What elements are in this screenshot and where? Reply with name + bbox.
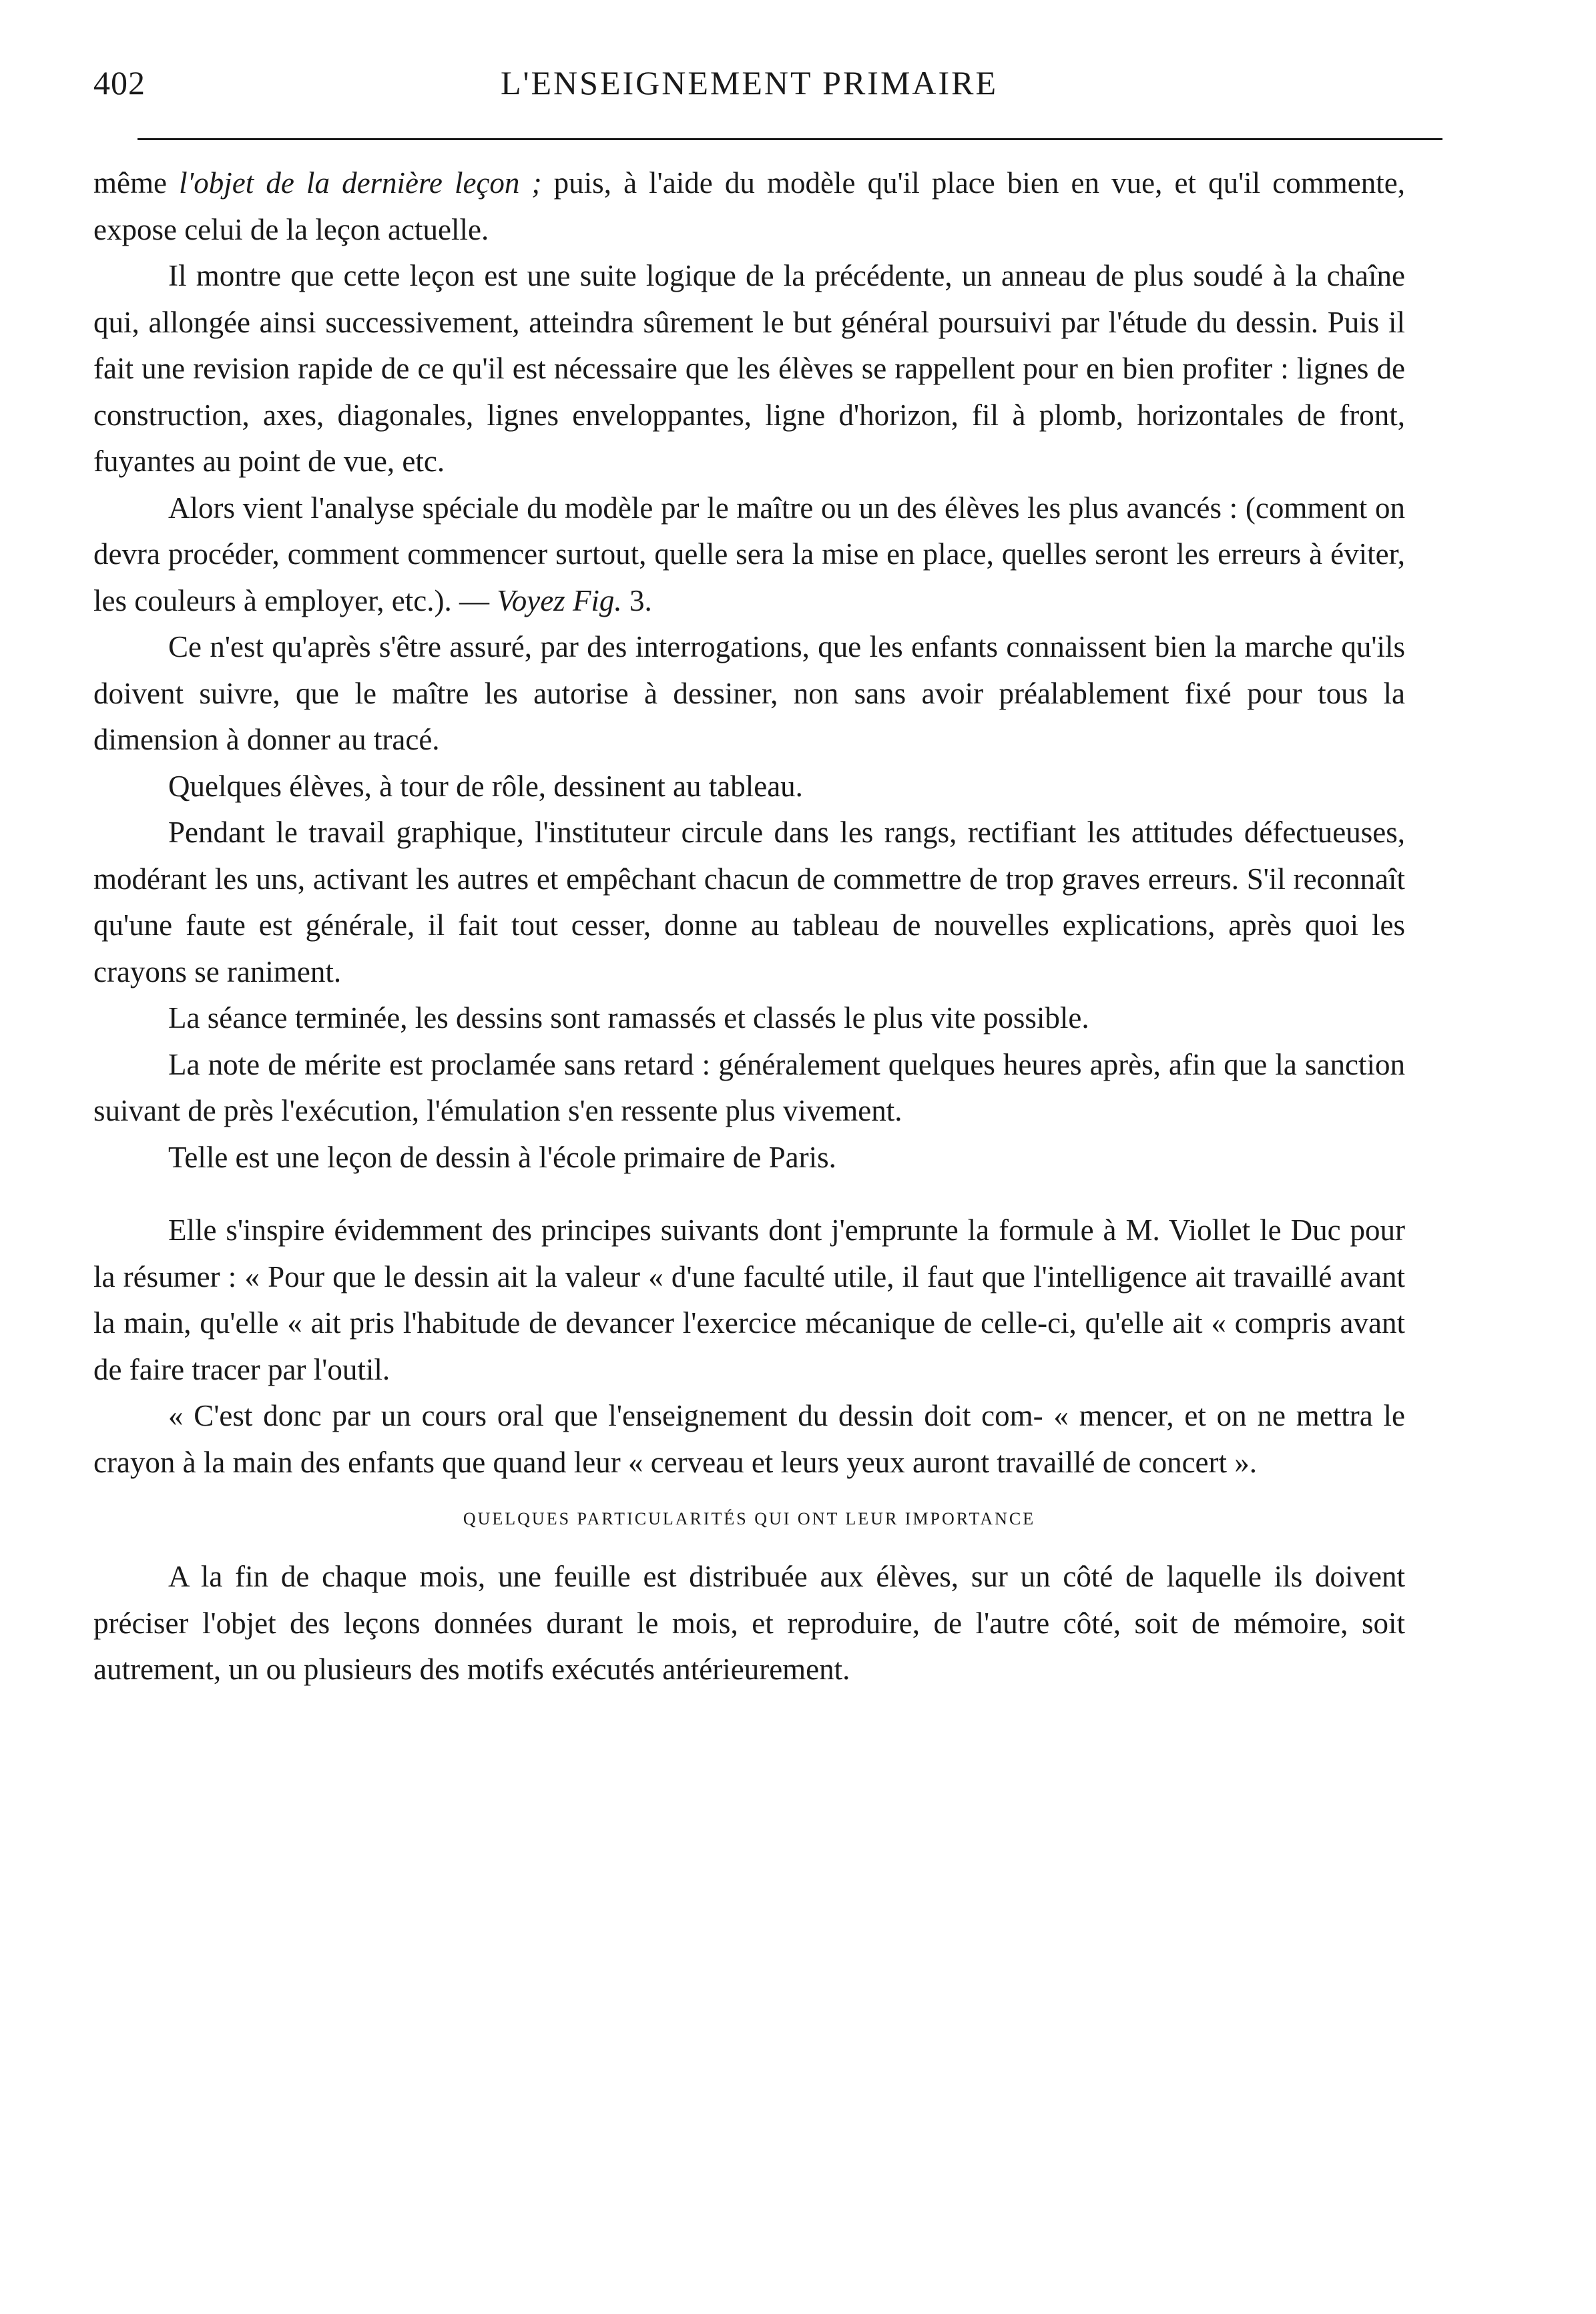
paragraph-9: Telle est une leçon de dessin à l'école primaire de Paris. (168, 1140, 836, 1174)
figure-reference: Voyez Fig. (497, 583, 622, 617)
paragraph-1-lead: même (93, 166, 180, 200)
running-title: L'ENSEIGNEMENT PRIMAIRE (500, 64, 999, 101)
paragraph-5: Quelques élèves, à tour de rôle, dessinent au tableau. (168, 769, 803, 803)
paragraph-3 (93, 485, 1405, 625)
book-page (93, 63, 1405, 1693)
paragraph-1-emphasis: l'objet de la dernière leçon ; (179, 166, 542, 200)
paragraph-4: Ce n'est qu'après s'être assuré, par des interrogations, que les enfants connaissent bien la marche qu'ils doivent suivre, que le maître les autorise à dessiner, non sans avoir préalablement fixé pour tous la dimension à donner au tracé. (93, 630, 1405, 756)
paragraph-1 (93, 160, 1405, 253)
body-text (93, 160, 1405, 1693)
paragraph-11-quote: « C'est donc par un cours oral que l'enseignement du dessin doit com- « mencer, et on ne mettra le crayon à la main des enfants que quand leur « cerveau et leurs yeux auront travaillé de concert ». (93, 1399, 1405, 1479)
paragraph-6: Pendant le travail graphique, l'instituteur circule dans les rangs, rectifiant les attitudes défectueuses, modérant les uns, activant les autres et empêchant chacun de commettre de trop graves erreurs. S'il reconnaît qu'une faute est générale, il fait tout cesser, donne au tableau de nouvelles explications, après quoi les crayons se raniment. (93, 816, 1405, 988)
header-rule (138, 138, 1442, 140)
paragraph-7: La séance terminée, les dessins sont ramassés et classés le plus vite possible. (168, 1001, 1089, 1035)
paragraph-2: Il montre que cette leçon est une suite logique de la précédente, un anneau de plus soudé à la chaîne qui, allongée ainsi successivement, atteindra sûrement le but général poursuivi par l'étude du dessin. Puis il fait une revision rapide de ce qu'il est nécessaire que les élèves se rappellent pour en bien profiter : lignes de construction, axes, diagonales, lignes enveloppantes, ligne d'horizon, fil à plomb, horizontales de front, fuyantes au point de vue, etc. (93, 259, 1405, 478)
page-number: 402 (93, 64, 146, 101)
section-heading: QUELQUES PARTICULARITÉS QUI ONT LEUR IMPORTANCE (463, 1509, 1036, 1528)
page-header (93, 63, 1405, 123)
closing-paragraph: A la fin de chaque mois, une feuille est distribuée aux élèves, sur un côté de laquelle ils doivent préciser l'objet des leçons données durant le mois, et reproduire, de l'autre côté, soit de mémoire, soit autrement, un ou plusieurs des motifs exécutés antérieurement. (93, 1560, 1405, 1686)
paragraph-8: La note de mérite est proclamée sans retard : généralement quelques heures après, afin que la sanction suivant de près l'exécution, l'émulation s'en ressente plus vivement. (93, 1047, 1405, 1127)
paragraph-10-quote: Elle s'inspire évidemment des principes suivants dont j'emprunte la formule à M. Viollet le Duc pour la résumer : « Pour que le dessin ait la valeur « d'une faculté utile, il faut que l'intelligence ait travaillé avant la main, qu'elle « ait pris l'habitude de devancer l'exercice mécanique de celle-ci, qu'elle ait « compris avant de faire tracer par l'outil. (93, 1213, 1405, 1386)
paragraph-3-text: Alors vient l'analyse spéciale du modèle par le maître ou un des élèves les plus avancés : (comment on devra procéder, comment commencer surtout, quelle sera la mise en place, quelles seront les erreurs à éviter, les couleurs à employer, etc.). — (93, 491, 1405, 617)
figure-number: 3. (621, 583, 652, 617)
paragraph-1-text: puis, à l'aide du modèle qu'il place bien en vue, et qu'il commente, expose celui de la leçon actuelle. (93, 166, 1405, 246)
